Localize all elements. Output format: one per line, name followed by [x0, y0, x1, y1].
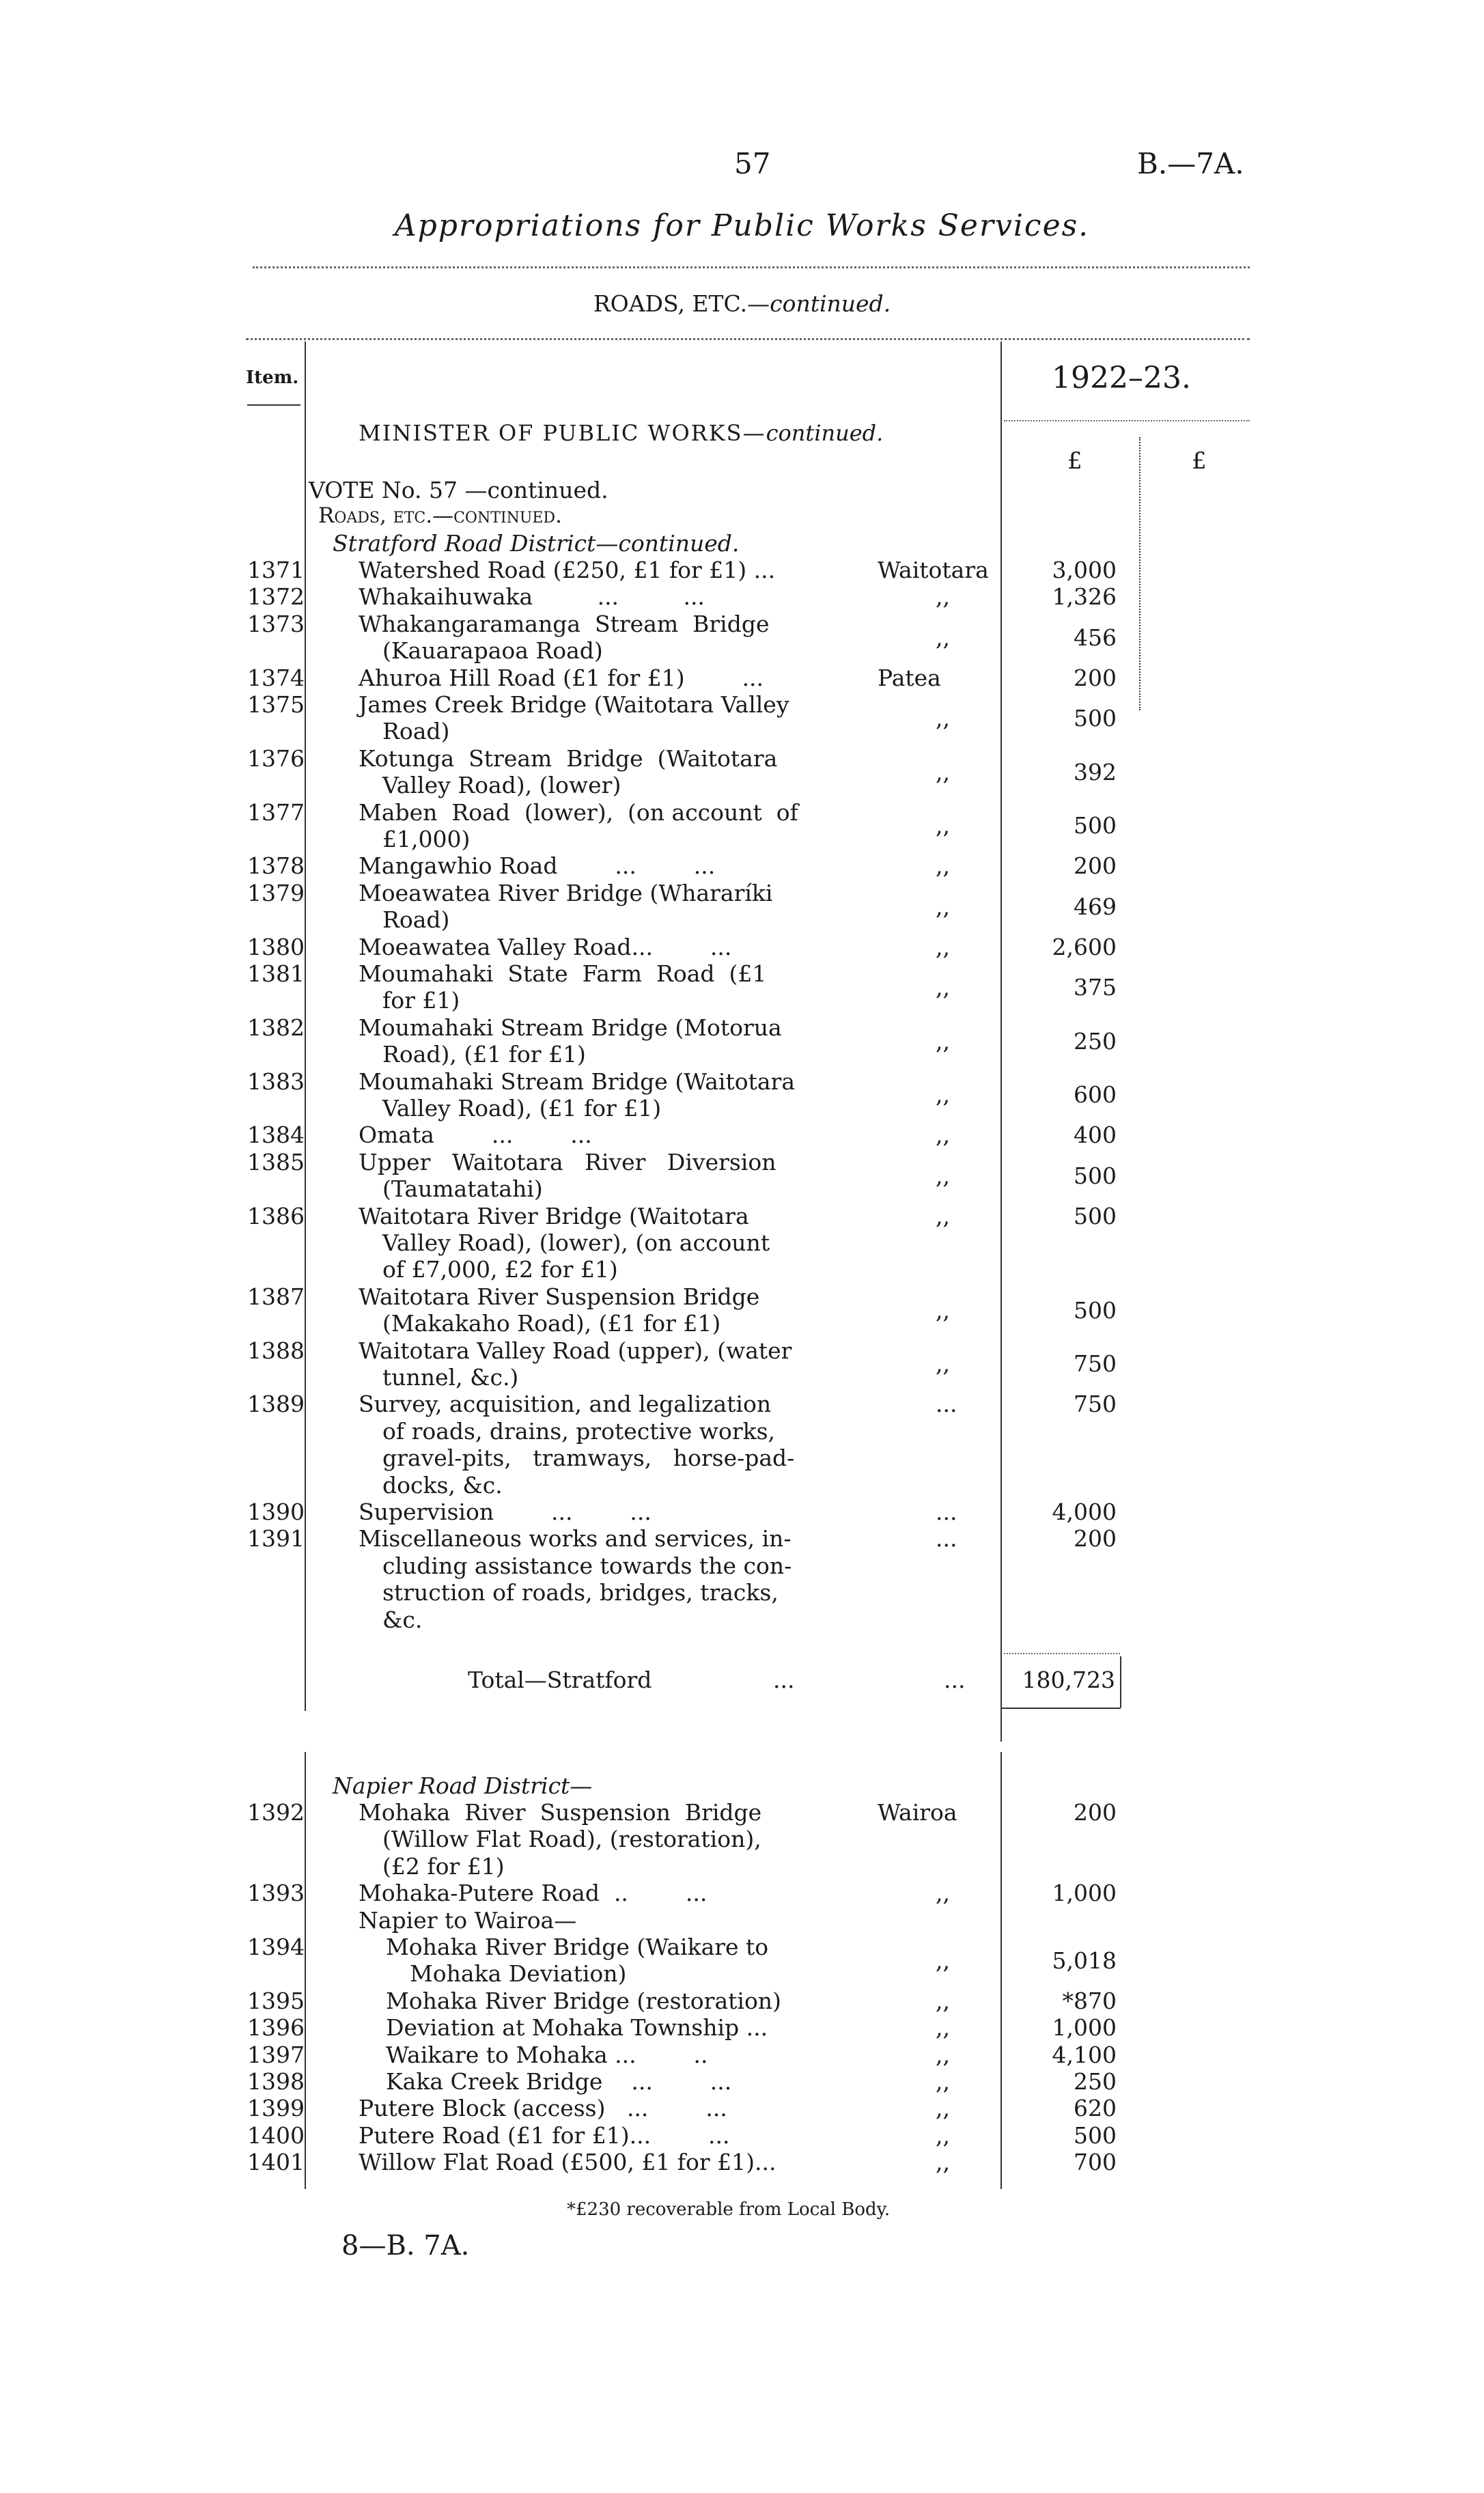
item-amount: 500: [1074, 1296, 1117, 1324]
item-description: (Makakaho Road), (£1 for £1): [382, 1310, 721, 1337]
total-dots-1: ...: [773, 1667, 795, 1693]
item-number: 1401: [247, 2149, 305, 2176]
napier-district-heading: Napier Road District—: [333, 1772, 593, 1799]
item-description: Moumahaki State Farm Road (£1: [359, 960, 767, 987]
item-location: ...: [936, 1499, 957, 1525]
item-location: ,,: [936, 2014, 950, 2042]
item-description: Waikare to Mohaka ... ..: [386, 2041, 708, 2068]
item-amount: 250: [1074, 1027, 1117, 1055]
item-number: 1372: [247, 583, 305, 611]
item-amount: 392: [1074, 758, 1117, 785]
item-description: Moumahaki Stream Bridge (Waitotara: [359, 1068, 795, 1095]
item-location: ,,: [936, 758, 950, 785]
item-description: Road): [382, 718, 450, 745]
item-description: of £7,000, £2 for £1): [382, 1256, 618, 1283]
item-amount: 4,100: [1052, 2041, 1117, 2068]
item-description: Moeawatea River Bridge (Whararíki: [359, 879, 773, 906]
item-description: Omata ... ...: [359, 1122, 592, 1149]
total-dots-2: ...: [944, 1667, 966, 1693]
item-description: Willow Flat Road (£500, £1 for £1)...: [359, 2149, 776, 2176]
item-amount: 750: [1074, 1391, 1117, 1418]
item-location: ...: [936, 1525, 957, 1552]
item-location: ,,: [936, 2068, 950, 2095]
total-amount: 180,723: [1022, 1667, 1115, 1693]
item-number: 1383: [247, 1068, 305, 1095]
item-description: Moeawatea Valley Road... ...: [359, 933, 732, 960]
item-description: (£2 for £1): [382, 1852, 505, 1880]
item-number: 1400: [247, 2121, 305, 2149]
item-description: (Taumatatahi): [382, 1175, 543, 1203]
item-description: Survey, acquisition, and legalization: [359, 1391, 772, 1418]
pound-right: £: [1192, 447, 1207, 475]
item-location: ,,: [936, 2121, 950, 2149]
item-number: 1376: [247, 744, 305, 772]
ministry-heading-continued: continued.: [766, 420, 884, 446]
paper-reference: B.—7A.: [1137, 147, 1244, 180]
item-number: 1380: [247, 933, 305, 960]
item-amount: 375: [1074, 973, 1117, 1001]
item-description: Deviation at Mohaka Township ...: [386, 2014, 768, 2042]
item-description: struction of roads, bridges, tracks,: [382, 1579, 779, 1606]
item-description: Whakangaramanga Stream Bridge: [359, 610, 770, 637]
item-amount: 2,600: [1052, 933, 1117, 960]
item-location: ,,: [936, 704, 950, 732]
item-location: ...: [936, 1391, 957, 1418]
item-location: ,,: [936, 1947, 950, 1974]
vote-line: VOTE No. 57 —continued.: [309, 477, 608, 503]
stratford-district-heading: Stratford Road District—continued.: [333, 530, 740, 557]
item-description: Mohaka-Putere Road .. ...: [359, 1880, 708, 1907]
item-location: ,,: [936, 1081, 950, 1109]
ministry-heading-text: MINISTER OF PUBLIC WORKS—: [359, 420, 766, 446]
year-column-header: 1922–23.: [1052, 361, 1191, 395]
total-rule-bottom: [1001, 1708, 1121, 1709]
pound-left: £: [1067, 447, 1082, 475]
section-heading-continued: continued.: [770, 290, 891, 317]
item-amount: 500: [1074, 704, 1117, 732]
item-number: 1386: [247, 1202, 305, 1229]
item-description: Upper Waitotara River Diversion: [359, 1148, 776, 1175]
item-number: 1391: [247, 1525, 305, 1552]
item-description: Mohaka Deviation): [410, 1960, 627, 1988]
item-description: Waitotara River Suspension Bridge: [359, 1283, 760, 1310]
item-amount: 200: [1074, 1525, 1117, 1552]
item-amount: 700: [1074, 2149, 1117, 2176]
item-location: ,,: [936, 1122, 950, 1149]
item-location: ,,: [936, 852, 950, 880]
item-column-rule-lower: [305, 1752, 306, 2189]
item-description: cluding assistance towards the con-: [382, 1552, 792, 1579]
item-number: 1371: [247, 557, 305, 583]
item-number: 1398: [247, 2068, 305, 2095]
item-number: 1379: [247, 879, 305, 906]
item-number: 1382: [247, 1014, 305, 1041]
item-description: Maben Road (lower), (on account of: [359, 798, 798, 826]
item-number: 1397: [247, 2041, 305, 2068]
item-description: Road): [382, 906, 450, 934]
sheet-signature: 8—B. 7A.: [341, 2230, 470, 2261]
item-description: docks, &c.: [382, 1471, 503, 1499]
item-location: ,,: [936, 1350, 950, 1378]
item-location: ,,: [936, 933, 950, 960]
napier-to-wairoa-heading: Napier to Wairoa—: [359, 1906, 577, 1934]
item-number: 1377: [247, 798, 305, 826]
section-heading: [0, 290, 1484, 317]
item-number: 1385: [247, 1148, 305, 1175]
item-number: 1390: [247, 1499, 305, 1525]
item-amount: 4,000: [1052, 1499, 1117, 1525]
item-description: £1,000): [382, 826, 471, 852]
item-amount: 620: [1074, 2095, 1117, 2122]
item-number: 1384: [247, 1122, 305, 1149]
item-number: 1373: [247, 610, 305, 637]
item-description: Kotunga Stream Bridge (Waitotara: [359, 744, 778, 772]
item-location: Wairoa: [878, 1799, 957, 1826]
item-amount: 469: [1074, 893, 1117, 920]
item-description: Mangawhio Road ... ...: [359, 852, 716, 880]
item-description: Waitotara Valley Road (upper), (water: [359, 1337, 792, 1364]
item-location: ,,: [936, 1987, 950, 2014]
item-description: Whakaihuwaka ... ...: [359, 583, 705, 611]
item-description: Waitotara River Bridge (Waitotara: [359, 1202, 749, 1229]
item-location: ,,: [936, 624, 950, 651]
item-amount: 200: [1074, 852, 1117, 880]
amount-column-rule: [1000, 342, 1002, 1742]
item-amount: 500: [1074, 2121, 1117, 2149]
item-description: Ahuroa Hill Road (£1 for £1) ...: [359, 664, 764, 691]
item-amount: 750: [1074, 1350, 1117, 1378]
item-column-rule: [305, 342, 306, 1711]
item-amount: 1,000: [1052, 2014, 1117, 2042]
footnote: *£230 recoverable from Local Body.: [567, 2199, 891, 2220]
item-description: of roads, drains, protective works,: [382, 1417, 776, 1445]
section-heading-text: ROADS, ETC.—: [593, 290, 770, 317]
item-location: Patea: [878, 664, 941, 691]
item-description: for £1): [382, 987, 460, 1014]
item-location: ,,: [936, 812, 950, 839]
total-rule-top: [1004, 1653, 1120, 1654]
item-description: Mohaka River Bridge (restoration): [386, 1987, 781, 2014]
item-amount: 1,000: [1052, 1880, 1117, 1907]
item-amount: 200: [1074, 1799, 1117, 1826]
item-number: 1395: [247, 1987, 305, 2014]
ministry-heading: [359, 420, 883, 446]
item-description: &c.: [382, 1606, 423, 1633]
item-description: tunnel, &c.): [382, 1364, 519, 1391]
item-description: Miscellaneous works and services, in-: [359, 1525, 792, 1552]
item-amount: 5,018: [1052, 1947, 1117, 1974]
item-amount: 250: [1074, 2068, 1117, 2095]
item-amount: *870: [1062, 1987, 1117, 2014]
item-amount: 500: [1074, 1162, 1117, 1189]
item-location: ,,: [936, 1880, 950, 1907]
item-amount: 3,000: [1052, 557, 1117, 583]
amount-column-rule-lower: [1000, 1752, 1002, 2189]
item-number: 1399: [247, 2095, 305, 2122]
item-column-header: Item.: [246, 367, 299, 388]
item-amount: 456: [1074, 624, 1117, 651]
item-number: 1392: [247, 1799, 305, 1826]
item-location: ,,: [936, 1162, 950, 1189]
page-title: Appropriations for Public Works Services.: [394, 208, 1090, 243]
item-description: Moumahaki Stream Bridge (Motorua: [359, 1014, 782, 1041]
right-column-rule: [1139, 437, 1140, 710]
item-location: ,,: [936, 973, 950, 1001]
item-description: Putere Block (access) ... ...: [359, 2095, 727, 2122]
item-amount: 600: [1074, 1081, 1117, 1109]
item-amount: 200: [1074, 664, 1117, 691]
item-location: ,,: [936, 2041, 950, 2068]
item-description: Putere Road (£1 for £1)... ...: [359, 2121, 730, 2149]
item-description: Supervision ... ...: [359, 1499, 652, 1525]
item-number: 1374: [247, 664, 305, 691]
item-number: 1393: [247, 1880, 305, 1907]
item-location: ,,: [936, 1027, 950, 1055]
item-description: Valley Road), (£1 for £1): [382, 1095, 662, 1122]
item-location: Waitotara: [878, 557, 989, 583]
item-number: 1396: [247, 2014, 305, 2042]
page-number: 57: [734, 147, 771, 180]
item-amount: 1,326: [1052, 583, 1117, 611]
item-number: 1381: [247, 960, 305, 987]
item-location: ,,: [936, 2149, 950, 2176]
item-amount: 400: [1074, 1122, 1117, 1149]
item-location: ,,: [936, 2095, 950, 2122]
total-label: Total—Stratford: [468, 1667, 652, 1693]
item-description: Road), (£1 for £1): [382, 1041, 586, 1068]
item-number: 1375: [247, 691, 305, 718]
item-number: 1378: [247, 852, 305, 880]
item-description: Valley Road), (lower), (on account: [382, 1229, 770, 1256]
table-top-rule: [246, 338, 1250, 340]
item-location: ,,: [936, 893, 950, 920]
item-description: (Kauarapaoa Road): [382, 637, 603, 665]
year-header-rule: [1004, 420, 1250, 421]
item-location: ,,: [936, 1202, 950, 1229]
roads-line: Roads, etc.—continued.: [318, 503, 562, 528]
item-number: 1388: [247, 1337, 305, 1364]
title-rule: [253, 266, 1250, 268]
item-description: Mohaka River Suspension Bridge: [359, 1799, 762, 1826]
item-amount: 500: [1074, 812, 1117, 839]
item-amount: 500: [1074, 1202, 1117, 1229]
item-description: gravel-pits, tramways, horse-pad-: [382, 1445, 795, 1472]
item-description: Watershed Road (£250, £1 for £1) ...: [359, 557, 776, 583]
item-description: James Creek Bridge (Waitotara Valley: [359, 691, 789, 718]
item-description: (Willow Flat Road), (restoration),: [382, 1826, 761, 1853]
item-header-rule: [247, 404, 300, 406]
item-description: Mohaka River Bridge (Waikare to: [386, 1934, 769, 1960]
item-description: Valley Road), (lower): [382, 772, 621, 799]
total-right-rule: [1120, 1656, 1121, 1708]
item-number: 1389: [247, 1391, 305, 1418]
item-location: ,,: [936, 1296, 950, 1324]
item-number: 1394: [247, 1934, 305, 1960]
item-location: ,,: [936, 583, 950, 611]
item-description: Kaka Creek Bridge ... ...: [386, 2068, 732, 2095]
item-number: 1387: [247, 1283, 305, 1310]
